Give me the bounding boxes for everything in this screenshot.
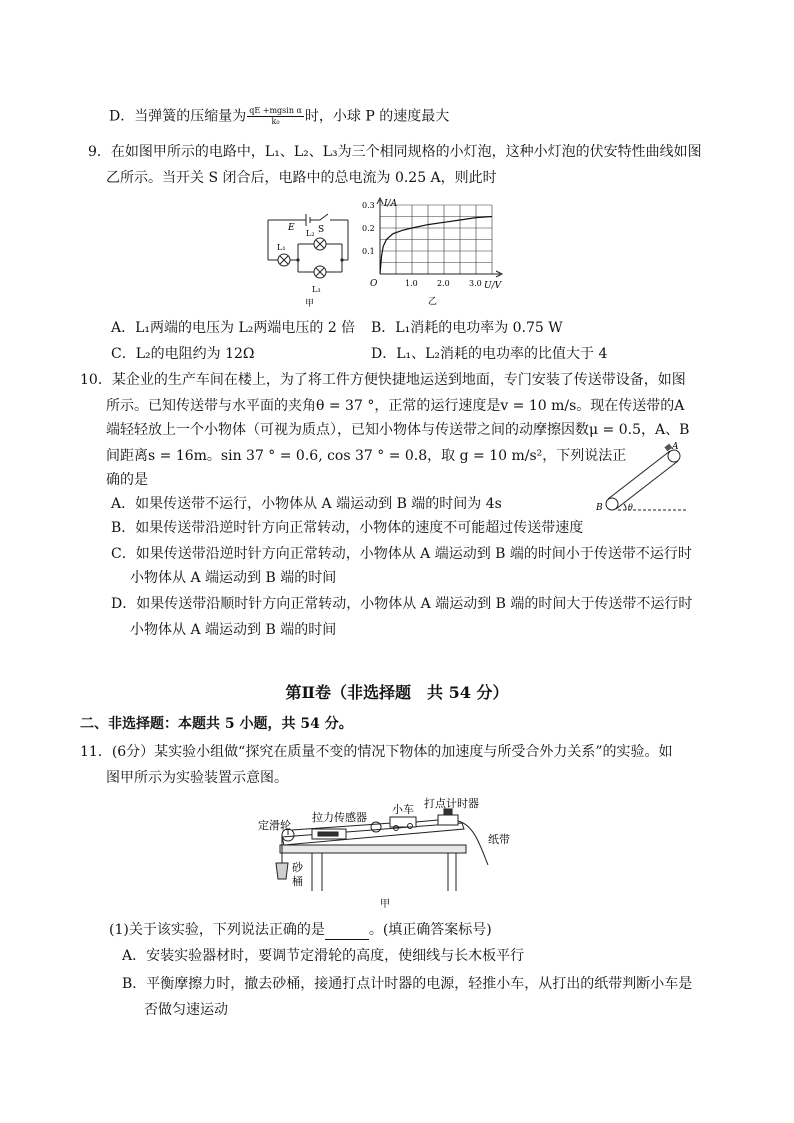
x-axis-label: U/V xyxy=(484,281,502,291)
q11-stem-line2: 图甲所示为实验装置示意图。 xyxy=(106,770,288,786)
answer-blank xyxy=(325,925,369,940)
label-e: E xyxy=(288,223,295,233)
label-cart: 小车 xyxy=(392,803,414,816)
q11-option-b-line1: B．平衡摩擦力时，撤去砂桶，接通打点计时器的电源，轻推小车，从打出的纸带判断小车是 xyxy=(122,976,693,992)
label-a: A xyxy=(672,442,679,452)
label-pulley: 定滑轮 xyxy=(258,819,291,832)
q9-stem-line2: 乙所示。当开关 S 闭合后，电路中的总电流为 0.25 A，则此时 xyxy=(106,170,497,186)
q9-stem-line1: 9．在如图甲所示的电路中，L₁、L₂、L₃为三个相同规格的小灯泡，这种小灯泡的伏安特性曲线如图 xyxy=(88,144,702,160)
label-s: S xyxy=(318,225,325,235)
y-tick-label: 0.3 xyxy=(362,201,375,210)
q10-stem-line1: 10．某企业的生产车间在楼上，为了将工件方便快捷地运送到地面，专门安装了传送带设备，如图 xyxy=(80,372,686,388)
label-b: B xyxy=(596,503,603,513)
q10-stem-line4: 间距离s = 16m。sin 37 ° = 0.6, cos 37 ° = 0.8，取 g = 10 m/s²，下列说法正 xyxy=(106,448,627,464)
q10-option-b: B．如果传送带沿逆时针方向正常转动，小物体的速度不可能超过传送带速度 xyxy=(111,520,584,536)
q9-option-a: A．L₁两端的电压为 L₂两端电压的 2 倍 xyxy=(111,320,356,336)
q10-stem-line3: 端轻轻放上一个小物体（可视为质点），已知小物体与传送带之间的动摩擦因数μ = 0.5，A、B xyxy=(106,422,690,438)
q10-option-d-line1: D．如果传送带沿顺时针方向正常转动，小物体从 A 端运动到 B 端的时间大于传送带不运行时 xyxy=(111,596,693,612)
q11-option-b-line2: 否做匀速运动 xyxy=(144,1002,228,1018)
y-tick-label: 0.1 xyxy=(362,247,375,256)
q9-option-c: C．L₂的电阻约为 12Ω xyxy=(111,346,255,362)
label-l1: L₁ xyxy=(277,243,286,252)
q11-sub1: (1)关于该实验，下列说法正确的是 。(填正确答案标号) xyxy=(109,922,492,938)
label-sand: 砂 xyxy=(292,861,303,874)
q10-option-a: A．如果传送带不运行，小物体从 A 端运动到 B 端的时间为 4s xyxy=(111,496,502,512)
x-tick-label: 2.0 xyxy=(437,279,450,288)
section-title: 第Ⅱ卷（非选择题 共 54 分） xyxy=(285,683,509,702)
y-axis-label: I/A xyxy=(384,199,398,209)
label-theta: θ xyxy=(628,503,633,512)
iv-curve-chart xyxy=(360,196,510,308)
part2-header: 二、非选择题：本题共 5 小题，共 54 分。 xyxy=(80,716,353,732)
q10-option-c-line2: 小物体从 A 端运动到 B 端的时间 xyxy=(130,570,337,586)
q9-option-d: D．L₁、L₂消耗的电功率的比值大于 4 xyxy=(371,346,608,362)
figure-caption-jia: 甲 xyxy=(305,299,315,309)
label-timer: 打点计时器 xyxy=(424,797,479,810)
q10-option-c-line1: C．如果传送带沿逆时针方向正常转动，小物体从 A 端运动到 B 端的时间小于传送带不运行时 xyxy=(111,546,692,562)
conveyor-belt-diagram xyxy=(592,440,702,516)
label-bucket: 桶 xyxy=(292,875,303,888)
q8-option-d: D．当弹簧的压缩量为 $\frac{\text{qE +mgsin α}}{\text{k₀}}$ 时，小球 P 的速度最大 xyxy=(109,106,450,126)
iv-curve-line xyxy=(380,217,492,275)
q11-option-a: A．安装实验器材时，要调节定滑轮的高度，使细线与长木板平行 xyxy=(122,948,525,964)
apparatus-diagram xyxy=(252,795,522,915)
x-tick-label: 1.0 xyxy=(405,279,418,288)
q10-option-d-line2: 小物体从 A 端运动到 B 端的时间 xyxy=(130,622,337,638)
q11-stem-line1: 11．(6分）某实验小组做“探究在质量不变的情况下物体的加速度与所受合外力关系”的实验。如 xyxy=(80,744,673,760)
q10-stem-line5: 确的是 xyxy=(106,472,148,488)
circuit-diagram xyxy=(262,200,362,310)
q9-option-b: B．L₁消耗的电功率为 0.75 W xyxy=(371,320,563,336)
origin-label: O xyxy=(370,279,378,289)
fraction: $\frac{\text{qE +mgsin α}}{\text{k₀}}$ xyxy=(249,106,302,126)
label-l2: L₂ xyxy=(306,229,315,238)
x-tick-label: 3.0 xyxy=(469,279,482,288)
label-l3: L₃ xyxy=(312,285,321,294)
q10-stem-line2: 所示。已知传送带与水平面的夹角θ = 37 °，正常的运行速度是v = 10 m/s。现在传送带的A xyxy=(106,398,685,414)
y-tick-label: 0.2 xyxy=(362,224,375,233)
figure-caption-jia-2: 甲 xyxy=(380,899,390,910)
label-sensor: 拉力传感器 xyxy=(312,811,367,824)
label-tape: 纸带 xyxy=(488,833,510,846)
figure-caption-yi: 乙 xyxy=(428,297,438,307)
